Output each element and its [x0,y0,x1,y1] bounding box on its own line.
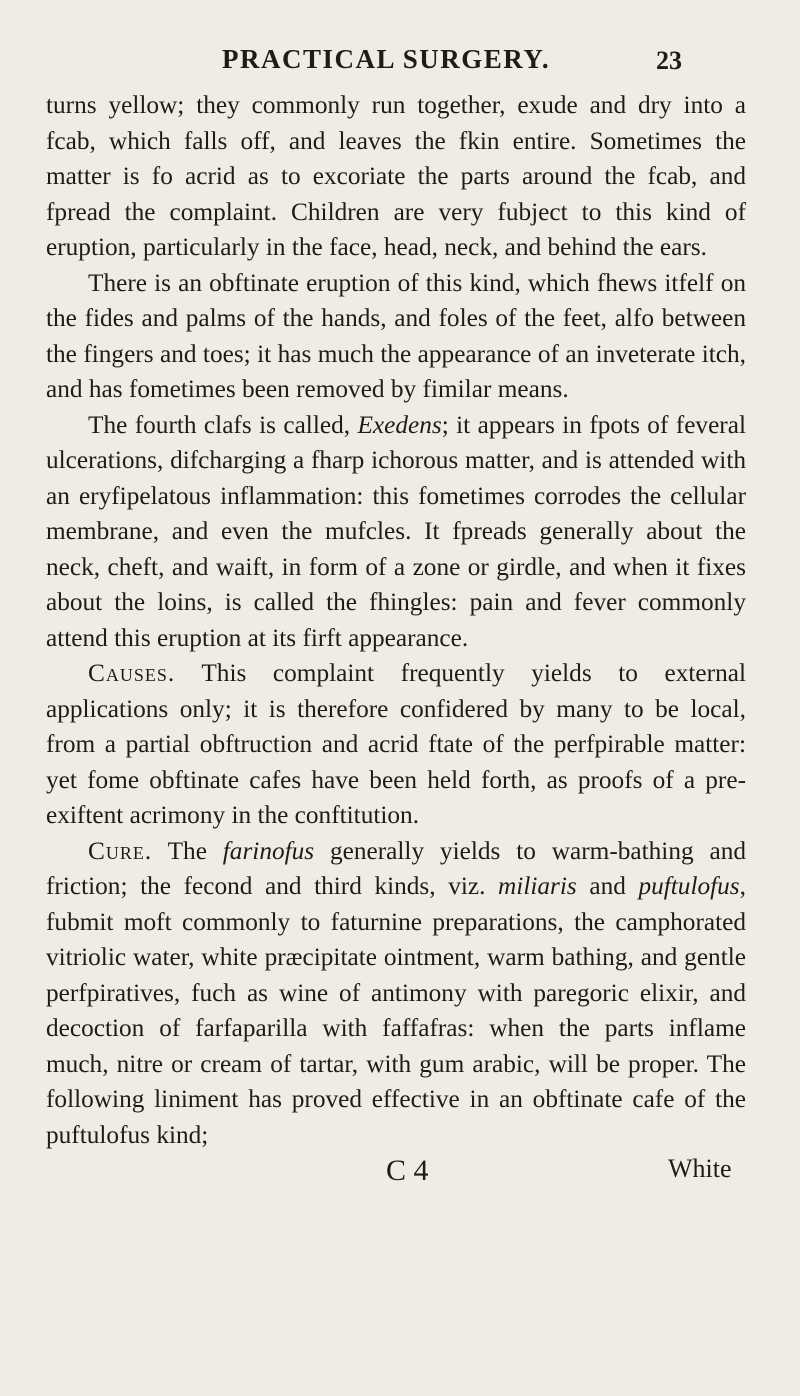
page-header [0,44,800,78]
paragraph-cure: Cure. The farinofus generally yields to warm-bathing and friction; the fecond and third kinds, viz. miliaris and puftulofus, fubmit moft commonly to faturnine preparations, the camphorated vitriolic water, white præcipitate ointment, warm bathing, and gentle perfpiratives, fuch as wine of antimony with paregoric elixir, and decoction of farfaparilla with faffafras: when the parts inflame much, nitre or cream of tartar, with gum arabic, will be proper. The following liniment has proved effective in an obftinate cafe of the puftulofus kind; [46,836,746,1149]
body-text [46,88,746,1153]
paragraph-1: turns yellow; they commonly run together, exude and dry into a fcab, which falls off, and leaves the fkin entire. Sometimes the matter is fo acrid as to excoriate the parts around the fcab, and fpread the complaint. Children are very fubject to this kind of eruption, particularly in the face, head, neck, and behind the ears. [46,91,746,261]
paragraph-3: The fourth clafs is called, Exedens; it appears in fpots of feveral ulcerations, difcharging a fharp ichorous matter, and is attended with an eryfipelatous inflammation: this fometimes corrodes the cellular membrane, and even the mufcles. It fpreads generally about the neck, cheft, and waift, in form of a zone or girdle, and when it fixes about the loins, is called the fhingles: pain and fever commonly attend this eruption at its firft appearance. [46,410,746,652]
page-footer [0,1154,800,1194]
running-head: PRACTICAL SURGERY. [222,44,551,74]
paragraph-causes: Causes. This complaint frequently yields to external applications only; it is therefore confidered by many to be local, from a partial obftruction and acrid ftate of the perfpirable matter: yet fome obftinate cafes have been held forth, as proofs of a pre-exiftent acrimony in the conftitution. [46,659,746,829]
catchword: White [668,1154,732,1183]
paragraph-2: There is an obftinate eruption of this kind, which fhews itfelf on the fides and palms of the hands, and foles of the feet, alfo between the fingers and toes; it has much the appearance of an inveterate itch, and has fometimes been removed by fimilar means. [46,268,746,403]
signature-mark: C 4 [386,1154,429,1187]
page-number: 23 [656,46,682,75]
